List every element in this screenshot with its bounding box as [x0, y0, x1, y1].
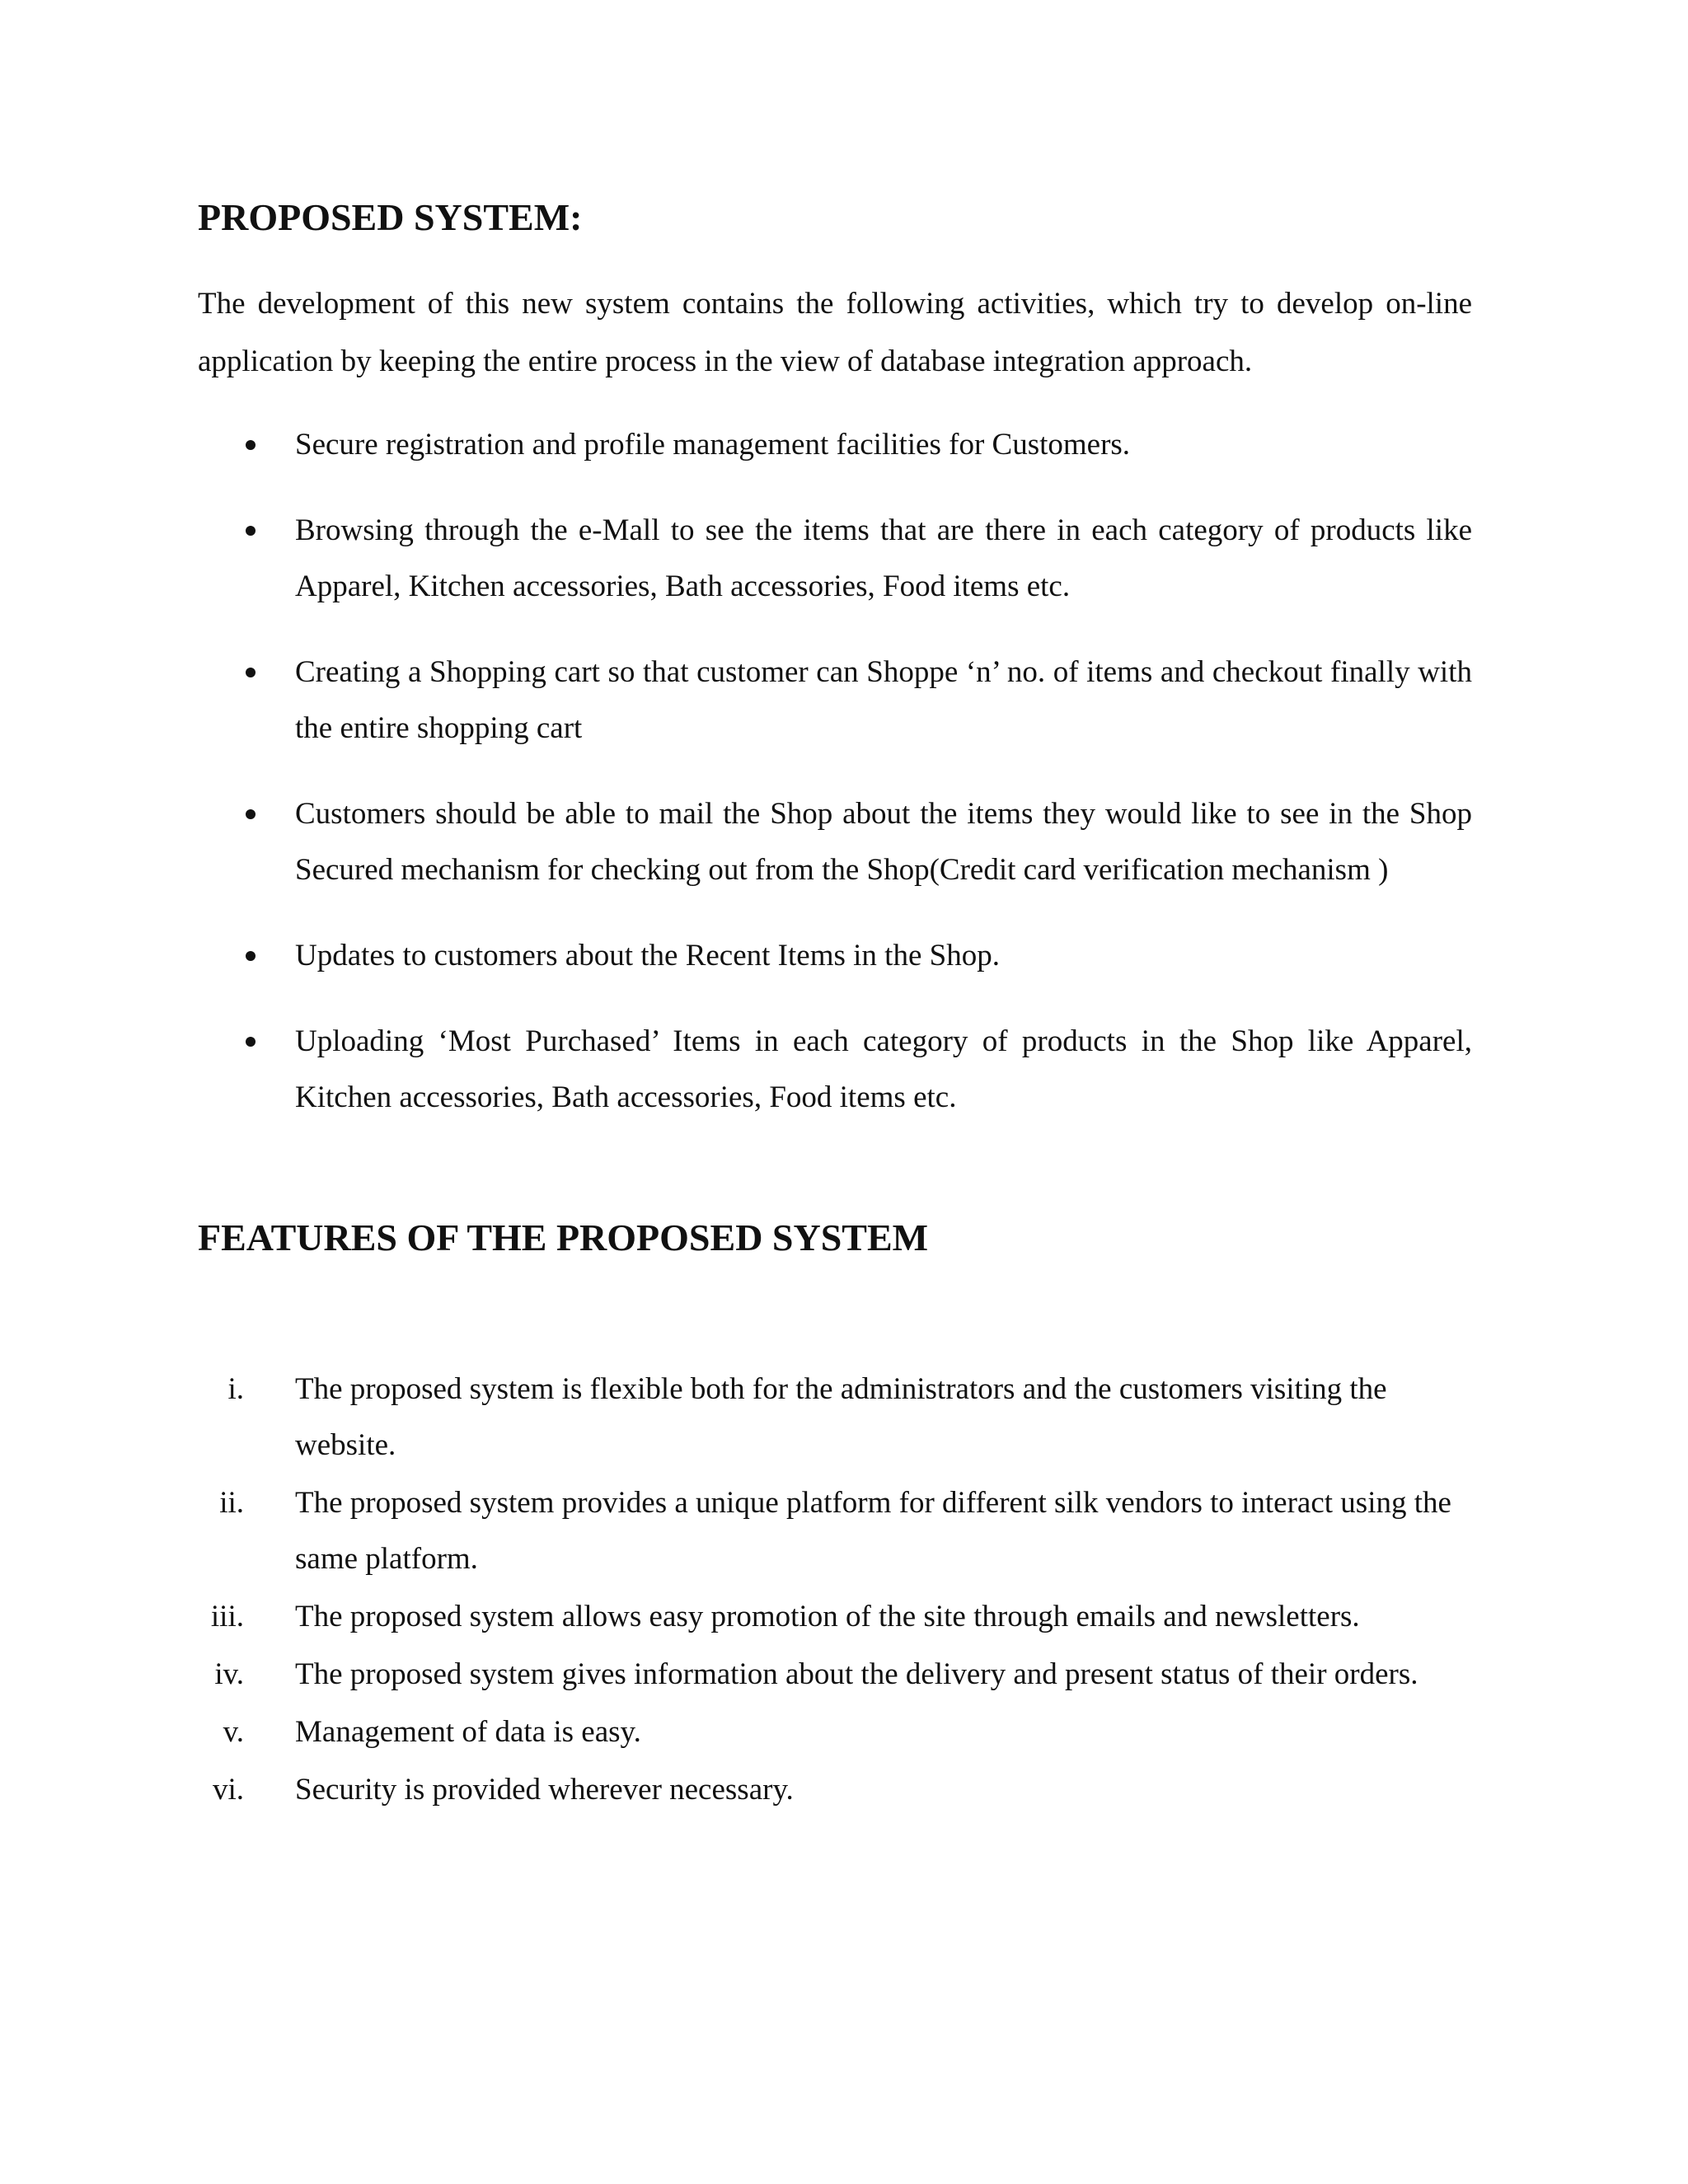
bullet-text: Secure registration and profile management facilities for Customers.	[295, 428, 1131, 462]
bullet-item	[198, 786, 1472, 898]
feature-text: Security is provided wherever necessary.	[295, 1773, 794, 1807]
feature-item	[198, 1589, 1472, 1645]
bullet-dot-icon	[246, 668, 256, 677]
bullet-item	[198, 1014, 1472, 1126]
feature-number: ii.	[219, 1486, 244, 1520]
feature-text: The proposed system is flexible both for the administrators and the customers visiting the website.	[295, 1372, 1387, 1462]
bullet-dot-icon	[246, 440, 256, 450]
section-heading-features: FEATURES OF THE PROPOSED SYSTEM	[198, 1216, 929, 1258]
feature-text: Management of data is easy.	[295, 1715, 641, 1749]
bullet-dot-icon	[246, 1037, 256, 1047]
feature-item	[198, 1361, 1472, 1474]
bullet-text: Uploading ‘Most Purchased’ Items in each category of products in the Shop like Apparel, Kitchen accessories, Bath accessories, Food items etc.	[295, 1024, 1472, 1114]
bullet-item	[198, 644, 1472, 757]
feature-text: The proposed system allows easy promotion of the site through emails and newsletters.	[295, 1600, 1360, 1633]
feature-number: v.	[223, 1715, 244, 1749]
bullet-text: Browsing through the e-Mall to see the items that are there in each category of products like Apparel, Kitchen accessories, Bath accessories, Food items etc.	[295, 513, 1472, 603]
bullet-dot-icon	[246, 951, 256, 961]
feature-number: vi.	[212, 1773, 244, 1807]
bullet-item	[198, 928, 1472, 984]
feature-text: The proposed system gives information about the delivery and present status of their orders.	[295, 1657, 1418, 1691]
intro-paragraph: The development of this new system contains the following activities, which try to develop on-line application by keeping the entire process in the view of database integration approach.	[198, 287, 1472, 378]
feature-item	[198, 1762, 1472, 1818]
feature-number: i.	[227, 1372, 244, 1406]
bullet-dot-icon	[246, 526, 256, 536]
bullet-item	[198, 503, 1472, 615]
feature-number: iii.	[210, 1600, 244, 1633]
bullet-item	[198, 417, 1472, 473]
activities-bullet-list	[198, 417, 1472, 1155]
feature-item	[198, 1475, 1472, 1587]
bullet-dot-icon	[246, 809, 256, 819]
bullet-text: Creating a Shopping cart so that customer can Shoppe ‘n’ no. of items and checkout finally with the entire shopping cart	[295, 655, 1472, 745]
feature-number: iv.	[214, 1657, 244, 1691]
section-heading-proposed-system: PROPOSED SYSTEM:	[198, 196, 583, 238]
feature-item	[198, 1704, 1472, 1760]
feature-text: The proposed system provides a unique platform for different silk vendors to interact using the same platform.	[295, 1486, 1451, 1576]
bullet-text: Customers should be able to mail the Shop about the items they would like to see in the Shop Secured mechanism for checking out from the Shop(Credit card verification mechanism )	[295, 797, 1472, 887]
features-numbered-list	[198, 1361, 1472, 1820]
feature-item	[198, 1647, 1472, 1703]
bullet-text: Updates to customers about the Recent Items in the Shop.	[295, 939, 1000, 972]
